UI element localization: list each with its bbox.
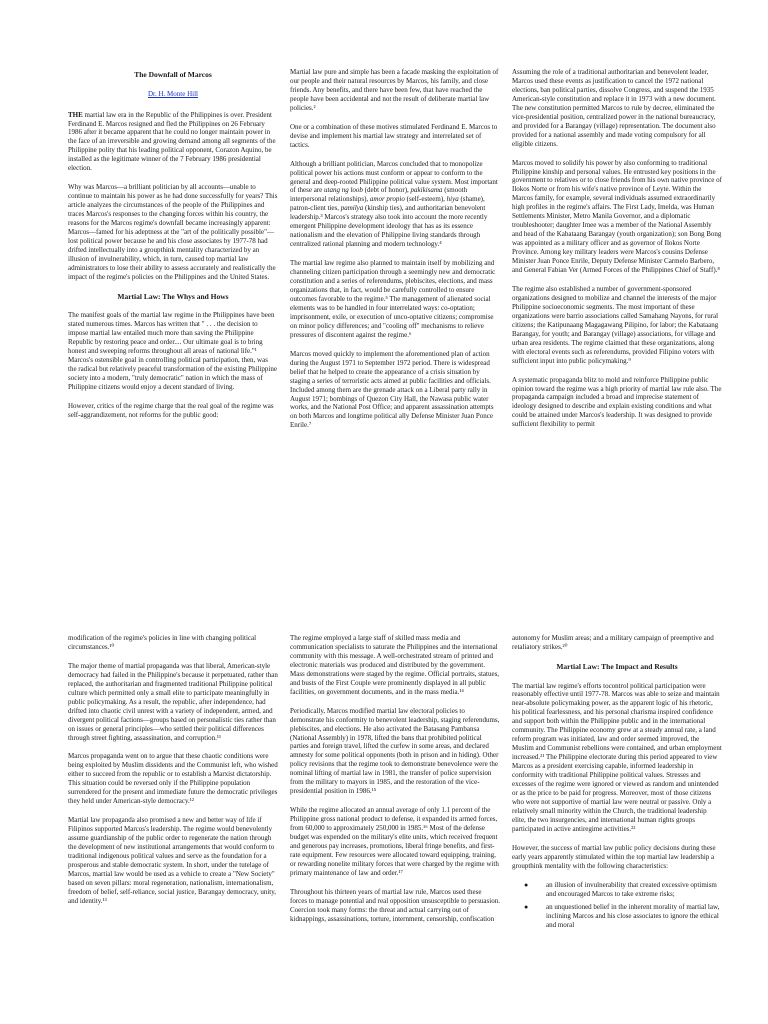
paragraph: The martial law regime also planned to maintain itself by mobilizing and channeling citizen participation through a seemingly new and democratic constitution and a series of referendums, plebiscites, elections, and mass organizations that, in fact, would be carefully controlled to ensure outcomes favorable to the regime.⁵ The management of alienated social elements was to be handled in four interrelated ways: co-optation; imprisonment, exile, or execution of unco-optative citizens; compromise on minor policy differences; and "cooling off" mechanisms to relieve pressures of discontent against the regime.⁶ <box>290 259 496 339</box>
list-item: ● an unquestioned belief in the inherent morality of martial law, inclining Marcos and his close associates to ignore the ethical and moral <box>538 903 722 930</box>
page2-column-2 <box>290 634 500 934</box>
section-heading: Martial Law: The Impact and Results <box>556 661 678 671</box>
drop-lead: THE <box>68 110 83 119</box>
page2-column-3 <box>512 634 722 935</box>
paragraph: Martial law propaganda also promised a new and better way of life if Filipinos supported Marcos's leadership. The regime would benevolently assume guardianship of the public order to regenerate the nation through the development of new institutional arrangements that would conform to traditional indigenous political values and serve as the foundation for a prosperous and stable democratic system. In short, under the tutelage of Marcos, martial law would be used as a vehicle to create a "New Society" based on seven pillars: moral regeneration, nationalism, internationalism, freedom of belief, self-reliance, social justice, Barangay democracy, unity, and identity.¹³ <box>68 816 277 905</box>
list-item: ● an illusion of invulnerability that created excessive optimism and encouraged Marcos to take extreme risks; <box>538 881 722 899</box>
paragraph: However, the success of martial law public policy decisions during these early years apparently stimulated within the top martial law leadership a groupthink mentality with the following characteristics: <box>512 843 716 870</box>
paragraph-text: martial law era in the Republic of the Philippines is over. President Ferdinand E. Marcos resigned and fled the Philippines on 26 February 1986 after it became apparent that he could no longer maintain power in the face of an irreversible and growing demand among all segments of the Philippine polity that his leading political opponent, Corazon Aquino, be installed as the legitimate winner of the 7 February 1986 presidential election. <box>68 110 276 173</box>
document-page-2 <box>0 600 768 1024</box>
article-title: The Downfall of Marcos <box>134 70 212 79</box>
paragraph: The regime employed a large staff of skilled mass media and communication specialists to saturate the Philippines and the international community with this message. A well-orchestrated stream of printed and electronic materials was produced and distributed by the government. Mass demonstrations were staged by the regime. Official portraits, statues, and busts of the First Couple were prominently displayed in all public facilities, on government documents, and in the mass media.¹⁴ <box>290 634 500 696</box>
paragraph: The major theme of martial propaganda was that liberal, American-style democracy had failed in the Philippine's because it perpetuated, rather than replaced, the authoritarian and fragmented traditional Philippine political culture which permitted only a small elite to participate meaningfully in public policymaking. As a result, the republic, after independence, had drifted into chaotic civil unrest with a variety of independent, armed, and divergent political factions—groups based on personalistic ties rather than on issues or general principles—who settled their political differences through street fighting, assassination, and corruption.¹¹ <box>68 661 278 742</box>
italic-term: utang ng loob <box>324 186 363 195</box>
paragraph-text: (self-esteem), <box>404 195 447 204</box>
page1-column-3 <box>512 68 722 439</box>
italic-term: amor propio <box>369 195 405 204</box>
paragraph-text: (kinship ties), and authoritarian benevolent leadership.³ Marcos's strategy also took into account the more recently emergent Philippine development ideology that has as its essence nationalism and the elevation of Philippine living standards through centralized rational planning and modern technology.⁴ <box>290 204 488 249</box>
paragraph: However, critics of the regime charge that the real goal of the regime was self-aggrandizement, not reforms for the public good: <box>68 401 274 419</box>
paragraph: Marcos propaganda went on to argue that these chaotic conditions were being exploited by Muslim dissidents and the Communist left, who wished either to succeed from the republic or to establish a Marxist dictatorship. This situation could be reversed only if the Philippine population surrendered for the present and immediate future the democratic privileges they held under American-style democracy.¹² <box>68 752 278 806</box>
paragraph: Marcos moved to solidify his power by also conforming to traditional Philippine kinship and personal values. He entrusted key positions in the government to relatives or to close friends from his own native province of Ilokos Norte or from his wife's native province of Leyte. Within the Marcos family, for example, several individuals assumed extraordinarily high profiles in the regime's affairs. The First Lady, Imelda, was Human Settlements Minister, Metro Manila Governor, and a diplomatic troubleshooter; daughter Imee was a member of the National Assembly and head of the Kabataang Barangay (youth organization); son Bong Bong was appointed as a military officer and as governor of Ilokos Norte Province. Among key military leaders were Marcos's cousins Defense Minister Juan Ponce Enrile, Deputy Defense Minister Carmelo Barbero, and General Fabian Ver (Armed Forces of the Philippines Chief of Staff).⁸ <box>512 158 722 275</box>
author-line <box>68 90 278 99</box>
italic-term: hiya <box>446 195 459 204</box>
paragraph: modification of the regime's policies in line with changing political circumstances.¹⁰ <box>68 634 257 651</box>
paragraph-text: (shame), patron-client ties, <box>290 195 485 213</box>
paragraph: While the regime allocated an annual average of only 1.1 percent of the Philippine gross national product to defense, it expanded its armed forces, from 60,000 to approximately 250,000 in 1985.¹⁶ Most of the defense budget was expended on the military's elite units, which received frequent and generous pay increases, promotions, liberal fringe benefits, and first-rate equipment. Few resources were allocated toward equipping, training, or rewarding nonelite military forces that were charged by the regime with primary maintenance of law and order.¹⁷ <box>290 806 499 877</box>
paragraph: The manifest goals of the martial law regime in the Philippines have been stated numerous times. Marcos has written that " . . . the decision to impose martial law entailed much more than saving the Philippine Republic by restoring peace and order.... Our ultimate goal is to bring honest and sweeping reforms throughout all areas of national life."¹ Marcos's ostensible goal in controlling political participation, then, was the radical but relatively peaceful transformation of the existing Philippine society into a modern, "truly democratic" nation in which the mass of Philippine citizens would enjoy a decent standard of living. <box>68 311 277 391</box>
author-link[interactable]: Dr. H. Monte Hill <box>148 89 198 98</box>
bullet-list <box>512 881 722 931</box>
paragraph: One or a combination of these motives stimulated Ferdinand E. Marcos to devise and implement his martial law strategy and interrelated set of tactics. <box>290 122 498 149</box>
paragraph-text: Although a brilliant politician, Marcos concluded that to monopolize political power his actions must conform or appear to conform to the general and deep-rooted Philippine political value system. Most important of these are <box>290 159 498 195</box>
paragraph: Assuming the role of a traditional authoritarian and benevolent leader, Marcos used these events as justification to cancel the 1972 national elections, ban political parties, dissolve Congress, and suspend the 1935 American-style constitution and replace it in 1973 with a new document. The new constitution permitted Marcos to rule by decree, eliminated the vice-presidential position, centralized power in the national bureaucracy, and provided for a Barangay (village) representation. The document also provided for a national assembly and made voting compulsory for all eligible citizens. <box>512 68 716 148</box>
paragraph: Why was Marcos—a brilliant politician by all accounts—unable to continue to maintain his power as he had done successfully for years? This article analyzes the circumstances of the people of the Philippines and traces Marcos's responses to the changing forces within his country, the reasons for the Marcos regime's downfall became increasingly apparent: Marcos—famed for his adeptness at the "art of the politically possible"—lost political power because he and his close associates by 1977-78 had drifted intellectually into a groupthink mentality characterized by an illusion of invulnerability, which, in turn, caused top martial law administrators to lose their ability to assess accurately and realistically the impact of the regime's policies on the Philippines and the United States. <box>68 183 278 281</box>
block-quote: Martial law pure and simple has been a facade masking the exploitation of our people and their natural resources by Marcos, his family, and close friends. Any benefits, and there have been few, that have reached the people have been accidental and not the result of deliberate martial law policies.² <box>290 68 499 112</box>
page1-column-2 <box>290 68 500 440</box>
paragraph: Throughout his thirteen years of martial law rule, Marcos used these forces to manage potential and real opposition unsusceptible to persuasion. Coercion took many forms: the threat and actual carrying out of kidnappings, assassinations, torture, internment, censorship, confiscation <box>290 887 500 923</box>
paragraph: Marcos moved quickly to implement the aforementioned plan of action during the August 1971 to September 1972 period. There is widespread belief that he helped to create the appearance of a crisis situation by staging a series of terroristic acts aimed at public facilities and officials. Included among them are the grenade attack on a Liberal party rally in August 1971; bombings of Quezon City Hall, the Nawasa public water works, and the National Post Office; and apparent assassination attempts on both Marcos and longtime political ally Defense Minister Juan Ponce Enrile.⁷ <box>290 349 494 430</box>
section-heading: Martial Law: The Whys and Hows <box>117 291 229 301</box>
italic-term: pakikisama <box>410 186 443 195</box>
page2-column-1 <box>68 634 278 916</box>
italic-term: pamilya <box>340 204 364 213</box>
paragraph-text: (debt of honor), <box>362 186 411 195</box>
paragraph: Periodically, Marcos modified martial law electoral policies to demonstrate his conformity to benevolent leadership, staging referendums, plebiscites, and elections. He also activated the Batasang Pambansa (National Assembly) in 1978, lifted the bans that prohibited political parties and foreign travel, lifted the curfew in some areas, and declared amnesty for some political opponents (both in prison and in hiding). Other policy revisions that the regime took to demonstrate benevolence were the nominal lifting of martial law in 1981, the transfer of police supervision from the military to mayors in 1985, and the restoration of the vice-presidential position in 1986.¹⁵ <box>290 706 500 796</box>
paragraph <box>68 111 278 174</box>
paragraph: The regime also established a number of government-sponsored organizations designed to mobilize and channel the interests of the major Philippine socioeconomic segments. The most important of these organizations were barrio associations called Samahang Nayons, for rural citizens; the Katipunaang Magagawang Pilipino, for labor; the Kabataang Barangay, for youth; and Barangay (village) associations, for village and urban area residents. The regime claimed that these organizations, along with electoral events such as referendums, provided Filipino voters with sufficient input into public policymaking.⁹ <box>512 284 719 365</box>
paragraph: The martial law regime's efforts tocontrol political participation were reasonably effective until 1977-78. Marcos was able to seize and maintain near-absolute policymaking power, as the apparent logic of his rhetoric, his political fearlessness, and his personal charisma inspired confidence and support both within the Philippine public and in the international community. The Philippine economy grew at a steady annual rate, a land reform program was initiated, law and order seemed improved, the Muslim and Communist rebellions were contained, and urban employment increased.²¹ The Philippine electorate during this period appeared to view Marcos as a president exercising capable, informed leadership in conformity with traditional Philippine political values. Stresses and excesses of the regime were ignored or viewed as random and unintended or as the price to be paid for progress. Moreover, most of those citizens who were not supportive of martial law were neutral or passive. Only a relatively small minority within the Church, the traditional leadership elite, the two insurgencies, and international human rights groups participated in active antiregime activities.²² <box>512 681 722 833</box>
paragraph: autonomy for Muslim areas; and a military campaign of preemptive and retaliatory strikes.²⁰ <box>512 634 714 651</box>
paragraph-text: (smooth interpersonal relationships), <box>290 186 468 204</box>
paragraph: A systematic propaganda blitz to mold and reinforce Philippine public opinion toward the regime was a high priority of martial law rule also. The propaganda campaign included a broad and imprecise statement of ideology designed to describe and explain existing conditions and what could be attained under Marcos's leadership. It was designed to provide sufficient flexibility to permit <box>512 375 722 429</box>
paragraph <box>290 160 500 250</box>
page1-column-1 <box>68 68 278 430</box>
